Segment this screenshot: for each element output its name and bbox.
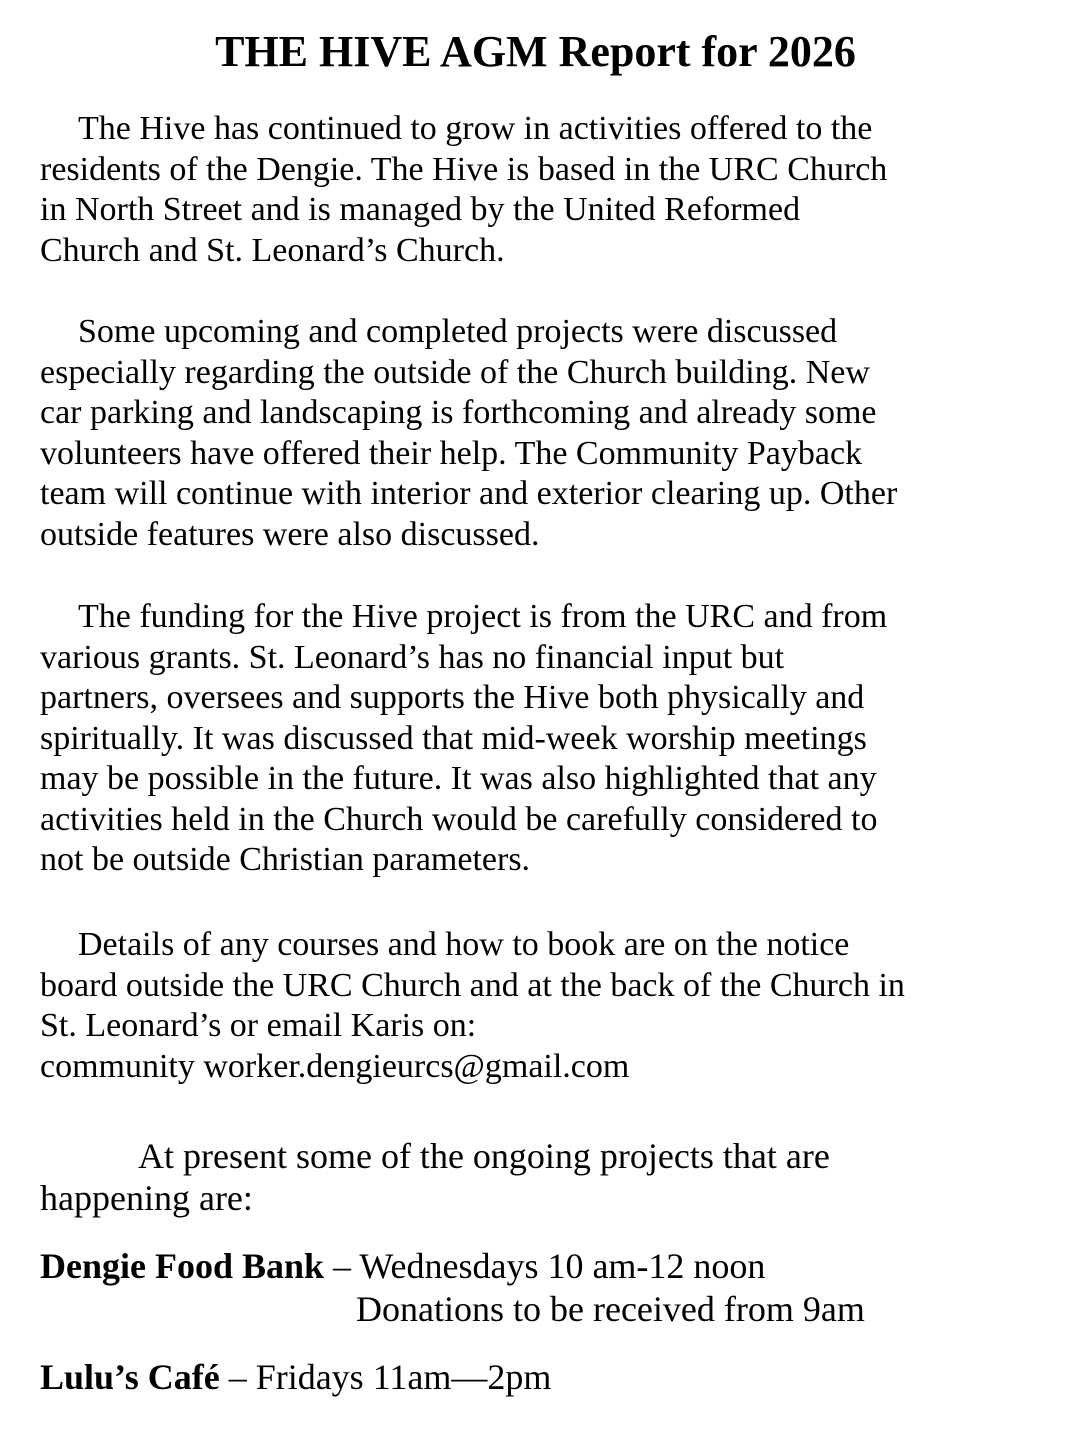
paragraph-line: board outside the URC Church and at the back of the Church in: [40, 966, 905, 1004]
paragraph-intro: [40, 109, 1040, 271]
paragraph-line: car parking and landscaping is forthcoming and already some: [40, 394, 877, 431]
paragraph-ongoing: [40, 1135, 1040, 1219]
paragraph-line: spiritually. It was discussed that mid-week worship meetings: [40, 719, 867, 757]
paragraph-line: happening are:: [40, 1178, 253, 1218]
project-line: [40, 1245, 1050, 1288]
paragraph-line: The funding for the Hive project is from the URC and from: [78, 598, 888, 635]
project-name: Lulu’s Café: [40, 1357, 220, 1397]
paragraph-line: volunteers have offered their help. The Community Payback: [40, 434, 863, 472]
paragraph-line: especially regarding the outside of the Church building. New: [40, 353, 870, 391]
project-extra: Donations to be received from 9am: [356, 1289, 865, 1329]
project-details: – Wednesdays 10 am-12 noon: [324, 1246, 766, 1286]
paragraph-line: Some upcoming and completed projects were discussed: [78, 313, 838, 350]
paragraph-line: not be outside Christian parameters.: [40, 841, 531, 878]
paragraph-line: Details of any courses and how to book are on the notice: [78, 926, 850, 963]
project-details: – Fridays 11am—2pm: [219, 1357, 552, 1397]
paragraph-line: outside features were also discussed.: [40, 515, 540, 553]
paragraph-line: partners, oversees and supports the Hive both physically and: [40, 679, 865, 716]
paragraph-line: The Hive has continued to grow in activities offered to the: [78, 110, 873, 147]
project-line: [40, 1356, 1050, 1399]
paragraph-line: St. Leonard’s or email Karis on:: [40, 1007, 477, 1044]
paragraph-line: various grants. St. Leonard’s has no financial input but: [40, 638, 785, 676]
paragraph-funding: [40, 597, 1040, 881]
paragraph-projects: [40, 312, 1040, 555]
project-food-bank: [40, 1245, 1050, 1331]
project-lulus-cafe: [40, 1356, 1050, 1399]
paragraph-line: residents of the Dengie. The Hive is based in the URC Church: [40, 150, 888, 188]
paragraph-line: may be possible in the future. It was also highlighted that any: [40, 760, 877, 797]
paragraph-details: [40, 925, 1040, 1087]
paragraph-line: activities held in the Church would be carefully considered to: [40, 800, 878, 838]
project-name: Dengie Food Bank: [40, 1246, 325, 1286]
paragraph-line: At present some of the ongoing projects that are: [138, 1136, 830, 1176]
page-title: THE HIVE AGM Report for 2026: [215, 27, 856, 76]
paragraph-line: Church and St. Leonard’s Church.: [40, 231, 505, 269]
paragraph-line: in North Street and is managed by the United Reformed: [40, 191, 801, 228]
email-address: community worker.dengieurcs@gmail.com: [40, 1047, 630, 1085]
paragraph-line: team will continue with interior and exterior clearing up. Other: [40, 475, 898, 512]
